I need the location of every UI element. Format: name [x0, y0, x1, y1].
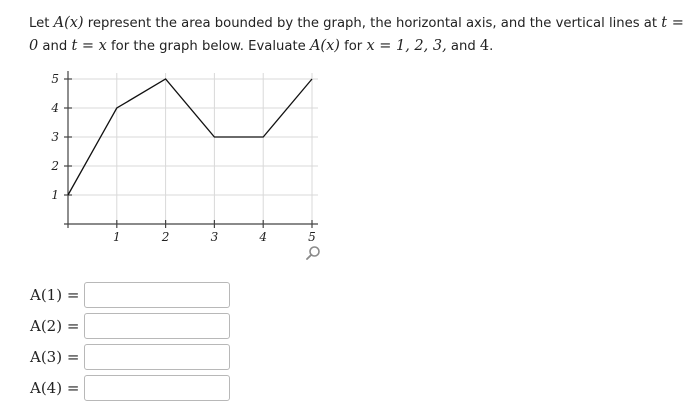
y-tick-label: 2	[51, 159, 59, 173]
x-tick-label: 3	[210, 230, 219, 244]
magnifier-icon[interactable]	[305, 245, 321, 261]
answer-label: A(1) =	[30, 286, 80, 304]
x-tick-label: 4	[259, 230, 268, 244]
answer-row	[30, 373, 230, 403]
answer-input-2[interactable]	[84, 313, 230, 339]
y-tick-label: 5	[51, 72, 59, 86]
math-Ax: A(x)	[53, 15, 84, 31]
answer-row	[30, 311, 230, 341]
answer-input-3[interactable]	[84, 344, 230, 370]
problem-statement: Let A(x) represent the area bounded by the graph, the horizontal axis, and the vertical lines at t = 0 and t = x for the graph below. Evaluate A(x) for x = 1, 2, 3, and 4.	[29, 15, 684, 54]
zoom-button[interactable]	[305, 245, 321, 265]
math-Ax-2: A(x)	[309, 38, 340, 54]
y-tick-label: 1	[51, 188, 59, 202]
x-tick-label: 1	[112, 230, 121, 244]
math-t-eq-x: t = x	[71, 38, 107, 54]
answer-row	[30, 280, 230, 310]
x-tick-label: 5	[308, 230, 316, 244]
math-four: 4	[479, 38, 490, 54]
y-tick-label: 3	[51, 130, 59, 144]
answer-input-1[interactable]	[84, 282, 230, 308]
math-x-values: x = 1, 2, 3,	[366, 38, 447, 54]
answer-row	[30, 342, 230, 372]
x-tick-label: 2	[161, 230, 170, 244]
answer-label: A(2) =	[30, 317, 80, 335]
answer-input-4[interactable]	[84, 375, 230, 401]
math-t-eq-0: t = 0	[29, 15, 684, 54]
y-tick-label: 4	[51, 101, 59, 115]
answer-label: A(3) =	[30, 348, 80, 366]
answer-label: A(4) =	[30, 379, 80, 397]
